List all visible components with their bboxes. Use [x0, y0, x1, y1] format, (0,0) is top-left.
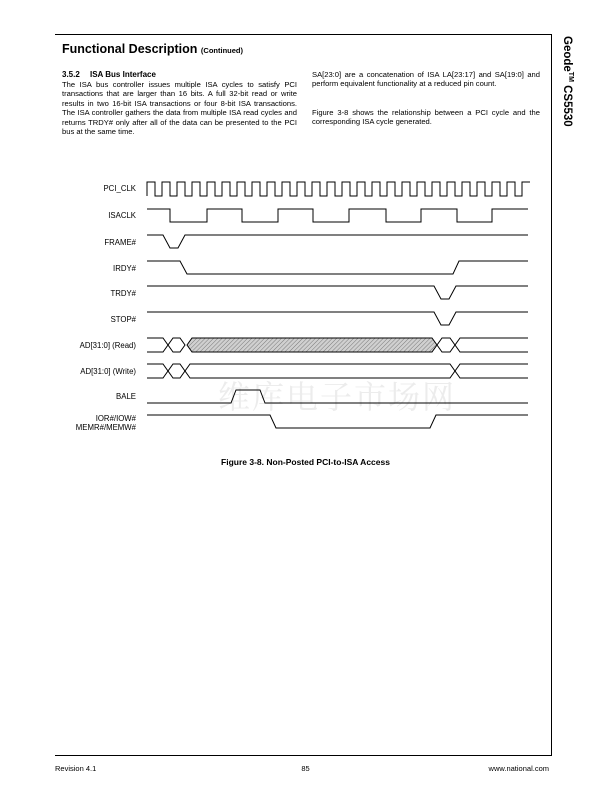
- side-title-tm: TM: [567, 71, 574, 82]
- wave-isaclk: [147, 209, 528, 222]
- section-title-text: Functional Description: [62, 42, 198, 56]
- side-title-brand: Geode: [561, 36, 574, 72]
- footer-website-link[interactable]: www.national.com: [488, 764, 549, 773]
- footer-revision: Revision 4.1: [55, 764, 97, 773]
- label-pci-clk: PCI_CLK: [103, 184, 136, 193]
- label-bale: BALE: [116, 392, 136, 401]
- wave-stop: [147, 312, 528, 325]
- figure-caption: Figure 3-8. Non-Posted PCI-to-ISA Access: [221, 457, 390, 467]
- label-ad-write: AD[31:0] (Write): [80, 367, 136, 376]
- wave-frame: [147, 235, 528, 248]
- label-stop: STOP#: [110, 315, 136, 324]
- bottom-rule: [55, 755, 552, 756]
- wave-ior-memr: [147, 415, 528, 428]
- subsection-title: ISA Bus Interface: [90, 70, 156, 79]
- label-isaclk: ISACLK: [108, 211, 136, 220]
- wave-ad-read: [147, 338, 528, 352]
- wave-irdy: [147, 261, 528, 274]
- paragraph-left: The ISA bus controller issues multiple ISA cycles to satisfy PCI transactions that are larger than 16 bits. A full 32-bit read or write results in two 16-bit ISA transactions or four 8-bit ISA transactions. The ISA controller gathers the data from multiple ISA read cycles and returns TRDY# only after all of the data can be presented to the PCI bus at the same time.: [62, 80, 297, 137]
- wave-ad-write: [147, 364, 528, 378]
- side-title-model: CS5530: [561, 85, 574, 127]
- subsection-number: 3.5.2: [62, 70, 80, 79]
- section-continued: (Continued): [200, 46, 243, 55]
- wave-trdy: [147, 286, 528, 299]
- label-memr-memw: MEMR#/MEMW#: [75, 423, 136, 432]
- label-ad-read: AD[31:0] (Read): [79, 341, 136, 350]
- label-frame: FRAME#: [104, 238, 136, 247]
- footer-page-number: 85: [301, 764, 310, 773]
- paragraph-right-1: SA[23:0] are a concatenation of ISA LA[23:17] and SA[19:0] and perform equivalent functionality at a reduced pin count.: [312, 70, 540, 89]
- label-irdy: IRDY#: [113, 264, 136, 273]
- wave-pci-clk: [147, 182, 530, 196]
- watermark: 维库电子市场网: [218, 378, 457, 416]
- wave-bale: [147, 390, 528, 403]
- paragraph-right-2: Figure 3-8 shows the relationship between a PCI cycle and the corresponding ISA cycle generated.: [312, 108, 540, 127]
- label-trdy: TRDY#: [110, 289, 136, 298]
- label-ior-iow: IOR#/IOW#: [95, 414, 136, 423]
